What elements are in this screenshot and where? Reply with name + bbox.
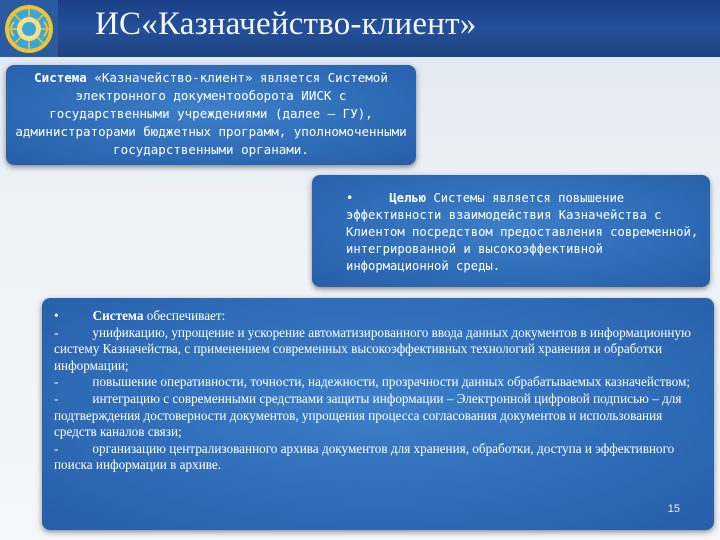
page-title: ИС«Казначейство-клиент»	[95, 6, 477, 42]
page-number: 15	[667, 503, 680, 516]
panel2-text: Системы является повышение эффективности взаимодействия Казначейства с Клиентом посредством предоставления современной, интегрированной и высокоэффективной информационной среды.	[346, 191, 699, 273]
features-intro-text: обеспечивает:	[143, 308, 226, 323]
system-definition-panel	[6, 65, 416, 165]
panel1-text: «Казначейство-клиент» является Системой электронного документооборота ИИСК с государственными учреждениями (далее – ГУ), администраторами бюджетных программ, уполномоченными государственными органами.	[15, 70, 407, 157]
features-bullet: •	[54, 308, 59, 323]
list-item: - унификацию, упрощение и ускорение автоматизированного ввода данных документов в информационную систему Казначейства, с применением современных высокоэффективных технологий хранения и обработки информации;	[54, 324, 691, 373]
logo	[0, 0, 58, 57]
panel2-bullet: •	[346, 191, 354, 205]
kazakhstan-emblem-icon	[0, 0, 58, 57]
panel1-lead: Система	[34, 70, 87, 85]
list-item-text: повышение оперативности, точности, надежности, прозрачности данных обрабатываемых казначейством;	[92, 374, 691, 390]
list-item-text: организацию централизованного архива документов для хранения, обработки, доступа и эффективного поиска информации в архиве.	[54, 440, 675, 473]
list-item: - организацию централизованного архива документов для хранения, обработки, доступа и эффективного поиска информации в архиве.	[54, 440, 675, 473]
list-item: - интеграцию с современными средствами защиты информации – Электронной цифровой подписью – для подтверждения достоверности документов, упрощения процесса согласования документов и использования средств каналов связи;	[54, 390, 682, 440]
header-bar	[0, 0, 720, 57]
list-item-text: интеграцию с современными средствами защиты информации – Электронной цифровой подписью – для подтверждения достоверности документов, упрощения процесса согласования документов и использования средств каналов связи;	[54, 390, 682, 440]
list-item: - повышение оперативности, точности, надежности, прозрачности данных обрабатываемых казначейством;	[54, 374, 691, 390]
features-panel	[42, 298, 714, 530]
goal-panel	[312, 175, 710, 287]
list-item-text: унификацию, упрощение и ускорение автоматизированного ввода данных документов в информационную систему Казначейства, с применением современных высокоэффективных технологий хранения и обработки информации;	[54, 324, 691, 373]
panel2-lead: Целью	[389, 191, 427, 205]
features-lead: Система	[92, 308, 144, 323]
features-intro	[54, 308, 700, 325]
